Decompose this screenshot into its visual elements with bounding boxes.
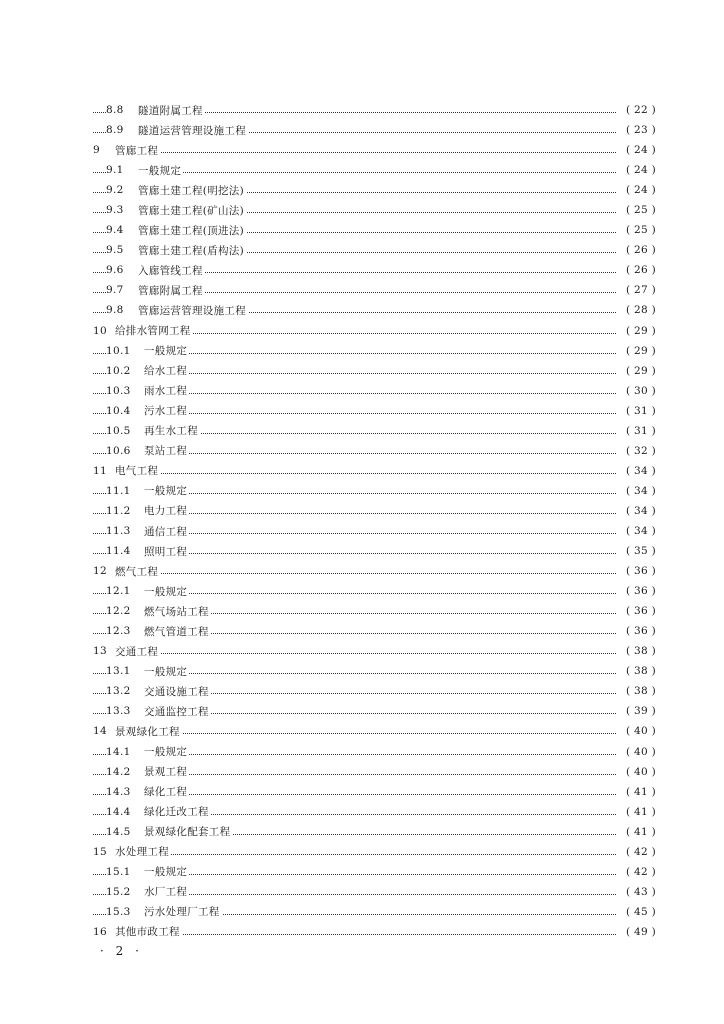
toc-section-entry[interactable]	[0, 862, 724, 882]
toc-section-entry[interactable]	[0, 521, 724, 541]
toc-entry-label	[106, 624, 211, 639]
toc-entry-title: 入廊管线工程	[138, 264, 203, 277]
toc-section-entry[interactable]	[0, 300, 724, 320]
toc-entry-title: 一般规定	[144, 665, 188, 678]
toc-entry-page: ( 24 )	[616, 184, 656, 196]
toc-entry-label	[106, 764, 189, 779]
toc-entry-title: 一般规定	[144, 345, 188, 358]
toc-entry-title: 景观绿化工程	[115, 725, 180, 738]
page-number: · 2 ·	[100, 944, 143, 958]
toc-entry-title: 交通监控工程	[144, 705, 209, 718]
toc-entry-page: ( 25 )	[616, 204, 656, 216]
toc-entry-label	[106, 524, 189, 539]
toc-entry-page: ( 34 )	[616, 505, 656, 517]
toc-entry-label	[106, 584, 189, 599]
toc-entry-page: ( 39 )	[616, 705, 656, 717]
toc-section-entry[interactable]	[0, 681, 724, 701]
toc-entry-number: 14.4	[106, 805, 131, 818]
toc-entry-label	[106, 263, 205, 278]
toc-entry-number: 15.2	[106, 885, 131, 898]
toc-entry-number: 12.1	[106, 585, 131, 598]
toc-entry-title: 水厂工程	[144, 886, 188, 899]
toc-entry-title: 燃气管道工程	[144, 625, 209, 638]
toc-entry-label	[106, 704, 211, 719]
toc-chapter-entry[interactable]	[0, 321, 724, 341]
toc-entry-page: ( 45 )	[616, 906, 656, 918]
toc-entry-page: ( 36 )	[616, 565, 656, 577]
toc-entry-page: ( 49 )	[616, 926, 656, 938]
toc-entry-label	[106, 243, 246, 258]
toc-entry-page: ( 41 )	[616, 806, 656, 818]
toc-entry-page: ( 31 )	[616, 405, 656, 417]
toc-entry-number: 9.4	[106, 224, 124, 237]
toc-entry-page: ( 26 )	[616, 264, 656, 276]
toc-section-entry[interactable]	[0, 802, 724, 822]
toc-entry-title: 管廊土建工程(明挖法)	[138, 184, 244, 197]
toc-entry-number: 14	[93, 725, 107, 738]
toc-entry-label	[106, 123, 248, 138]
toc-entry-label	[106, 423, 200, 438]
toc-section-entry[interactable]	[0, 541, 724, 561]
toc-entry-title: 隧道附属工程	[138, 104, 203, 117]
dot-leader	[93, 152, 650, 153]
toc-entry-label	[106, 744, 189, 759]
toc-entry-title: 雨水工程	[144, 385, 188, 398]
toc-entry-number: 15.3	[106, 905, 131, 918]
toc-section-entry[interactable]	[0, 260, 724, 280]
toc-entry-label	[106, 223, 246, 238]
toc-entry-page: ( 36 )	[616, 605, 656, 617]
toc-entry-number: 10.4	[106, 404, 131, 417]
toc-entry-page: ( 22 )	[616, 104, 656, 116]
toc-entry-title: 管廊土建工程(盾构法)	[138, 244, 244, 257]
toc-entry-page: ( 24 )	[616, 144, 656, 156]
toc-entry-page: ( 29 )	[616, 345, 656, 357]
toc-entry-title: 通信工程	[144, 525, 188, 538]
toc-entry-title: 燃气场站工程	[144, 605, 209, 618]
toc-entry-title: 一般规定	[144, 585, 188, 598]
toc-section-entry[interactable]	[0, 581, 724, 601]
toc-entry-page: ( 38 )	[616, 685, 656, 697]
toc-entry-page: ( 40 )	[616, 766, 656, 778]
toc-entry-label	[93, 924, 182, 939]
toc-entry-title: 隧道运营管理设施工程	[138, 124, 246, 137]
toc-entry-label	[106, 904, 222, 919]
toc-section-entry[interactable]	[0, 100, 724, 120]
toc-entry-number: 8.8	[106, 104, 124, 117]
toc-entry-number: 13.3	[106, 705, 131, 718]
toc-entry-title: 其他市政工程	[115, 926, 180, 939]
toc-entry-page: ( 40 )	[616, 746, 656, 758]
toc-entry-number: 15.1	[106, 865, 131, 878]
toc-entry-number: 9.7	[106, 284, 124, 297]
toc-entry-page: ( 40 )	[616, 725, 656, 737]
toc-section-entry[interactable]	[0, 501, 724, 521]
toc-section-entry[interactable]	[0, 421, 724, 441]
toc-entry-title: 绿化工程	[144, 786, 188, 799]
toc-entry-title: 污水处理厂工程	[144, 906, 220, 919]
toc-entry-page: ( 29 )	[616, 325, 656, 337]
toc-entry-label	[106, 403, 189, 418]
toc-entry-page: ( 28 )	[616, 304, 656, 316]
toc-entry-number: 12	[93, 565, 107, 578]
toc-entry-label	[106, 544, 189, 559]
toc-entry-label	[106, 804, 211, 819]
toc-entry-label	[93, 323, 193, 338]
toc-entry-number: 9.2	[106, 184, 124, 197]
toc-entry-title: 管廊附属工程	[138, 284, 203, 297]
toc-entry-label	[106, 303, 248, 318]
toc-entry-page: ( 25 )	[616, 224, 656, 236]
toc-entry-number: 15	[93, 845, 107, 858]
toc-chapter-entry[interactable]	[0, 922, 724, 942]
toc-chapter-entry[interactable]	[0, 641, 724, 661]
toc-section-entry[interactable]	[0, 661, 724, 681]
toc-entry-number: 10.5	[106, 424, 131, 437]
toc-section-entry[interactable]	[0, 601, 724, 621]
toc-entry-number: 11.1	[106, 484, 131, 497]
toc-entry-number: 13.1	[106, 665, 131, 678]
toc-entry-number: 12.3	[106, 625, 131, 638]
toc-entry-label	[93, 463, 160, 478]
toc-section-entry[interactable]	[0, 200, 724, 220]
toc-entry-label	[106, 343, 189, 358]
toc-section-entry[interactable]	[0, 240, 724, 260]
toc-entry-title: 污水工程	[144, 405, 188, 418]
toc-section-entry[interactable]	[0, 822, 724, 842]
dot-leader	[93, 854, 650, 855]
toc-section-entry[interactable]	[0, 160, 724, 180]
toc-entry-label	[106, 664, 189, 679]
toc-entry-number: 11.3	[106, 525, 131, 537]
toc-entry-page: ( 34 )	[616, 485, 656, 497]
toc-entry-page: ( 35 )	[616, 545, 656, 557]
toc-chapter-entry[interactable]	[0, 140, 724, 160]
toc-entry-label	[106, 283, 205, 298]
toc-entry-number: 13.2	[106, 685, 131, 698]
toc-entry-title: 一般规定	[138, 164, 182, 177]
toc-entry-title: 再生水工程	[144, 425, 198, 438]
toc-entry-label	[106, 183, 246, 198]
toc-entry-number: 10.6	[106, 444, 131, 457]
toc-entry-number: 10.1	[106, 344, 131, 357]
toc-entry-title: 管廊土建工程(矿山法)	[138, 204, 244, 217]
toc-section-entry[interactable]	[0, 361, 724, 381]
toc-entry-page: ( 29 )	[616, 365, 656, 377]
toc-entry-label	[106, 163, 183, 178]
toc-chapter-entry[interactable]	[0, 561, 724, 581]
toc-entry-page: ( 23 )	[616, 124, 656, 136]
dot-leader	[93, 473, 650, 474]
toc-entry-number: 9.8	[106, 304, 124, 317]
toc-entry-page: ( 26 )	[616, 244, 656, 256]
toc-entry-number: 10	[93, 324, 107, 337]
toc-chapter-entry[interactable]	[0, 842, 724, 862]
toc-entry-title: 管廊工程	[115, 144, 159, 157]
toc-entry-label	[106, 363, 189, 378]
toc-entry-title: 给排水管网工程	[115, 325, 191, 338]
toc-entry-page: ( 43 )	[616, 886, 656, 898]
toc-entry-number: 11.2	[106, 504, 131, 517]
toc-entry-title: 一般规定	[144, 746, 188, 759]
toc-entry-title: 照明工程	[144, 545, 188, 558]
toc-section-entry[interactable]	[0, 762, 724, 782]
toc-section-entry[interactable]	[0, 621, 724, 641]
toc-section-entry[interactable]	[0, 701, 724, 721]
toc-entry-label	[106, 503, 189, 518]
toc-section-entry[interactable]	[0, 280, 724, 300]
toc-entry-title: 交通工程	[115, 645, 159, 658]
toc-entry-page: ( 42 )	[616, 866, 656, 878]
toc-entry-number: 12.2	[106, 605, 131, 618]
toc-entry-title: 电气工程	[115, 465, 159, 478]
toc-entry-title: 一般规定	[144, 485, 188, 498]
toc-entry-label	[93, 724, 182, 739]
toc-entry-number: 10.3	[106, 384, 131, 397]
toc-entry-page: ( 31 )	[616, 425, 656, 437]
toc-entry-title: 电力工程	[144, 505, 188, 518]
toc-chapter-entry[interactable]	[0, 461, 724, 481]
toc-entry-label	[106, 103, 205, 118]
toc-section-entry[interactable]	[0, 381, 724, 401]
toc-entry-title: 一般规定	[144, 866, 188, 879]
toc-entry-title: 燃气工程	[115, 565, 159, 578]
toc-section-entry[interactable]	[0, 882, 724, 902]
toc-entry-label	[106, 443, 189, 458]
dot-leader	[93, 653, 650, 654]
toc-entry-page: ( 38 )	[616, 665, 656, 677]
toc-entry-number: 9.1	[106, 164, 124, 177]
toc-entry-label	[106, 864, 189, 879]
toc-entry-title: 景观工程	[144, 766, 188, 779]
toc-entry-label	[106, 784, 189, 799]
toc-entry-number: 11	[93, 464, 107, 477]
toc-entry-number: 9.5	[106, 244, 124, 257]
toc-entry-page: ( 41 )	[616, 786, 656, 798]
dot-leader	[93, 573, 650, 574]
toc-entry-title: 绿化迁改工程	[144, 806, 209, 819]
toc-entry-number: 14.3	[106, 785, 131, 798]
toc-entry-label	[93, 143, 160, 158]
toc-entry-title: 管廊土建工程(顶进法)	[138, 224, 244, 237]
toc-entry-title: 水处理工程	[115, 846, 169, 859]
toc-entry-number: 14.2	[106, 765, 131, 778]
toc-section-entry[interactable]	[0, 782, 724, 802]
toc-entry-label	[106, 884, 189, 899]
toc-entry-title: 景观绿化配套工程	[144, 826, 231, 839]
table-of-contents	[0, 100, 724, 942]
toc-entry-page: ( 36 )	[616, 585, 656, 597]
toc-section-entry[interactable]	[0, 341, 724, 361]
toc-entry-number: 11.4	[106, 545, 131, 558]
toc-section-entry[interactable]	[0, 220, 724, 240]
toc-entry-page: ( 36 )	[616, 625, 656, 637]
toc-entry-label	[106, 203, 246, 218]
toc-entry-label	[106, 383, 189, 398]
toc-entry-number: 9.3	[106, 204, 124, 217]
toc-entry-title: 泵站工程	[144, 445, 188, 458]
toc-entry-page: ( 41 )	[616, 826, 656, 838]
toc-entry-label	[106, 824, 232, 839]
toc-section-entry[interactable]	[0, 120, 724, 140]
toc-entry-page: ( 38 )	[616, 645, 656, 657]
toc-entry-label	[93, 644, 160, 659]
toc-entry-label	[93, 564, 160, 579]
toc-entry-number: 8.9	[106, 124, 124, 137]
toc-entry-page: ( 27 )	[616, 284, 656, 296]
toc-section-entry[interactable]	[0, 441, 724, 461]
toc-entry-label	[93, 844, 171, 859]
toc-entry-title: 管廊运营管理设施工程	[138, 304, 246, 317]
toc-entry-page: ( 34 )	[616, 465, 656, 477]
toc-entry-label	[106, 604, 211, 619]
toc-entry-number: 14.5	[106, 825, 131, 838]
toc-entry-label	[106, 684, 211, 699]
toc-entry-label	[106, 483, 189, 498]
toc-entry-number: 16	[93, 925, 107, 938]
toc-chapter-entry[interactable]	[0, 721, 724, 741]
toc-section-entry[interactable]	[0, 742, 724, 762]
toc-entry-number: 9.6	[106, 264, 124, 277]
toc-entry-number: 9	[93, 144, 100, 157]
toc-section-entry[interactable]	[0, 902, 724, 922]
toc-entry-title: 交通设施工程	[144, 685, 209, 698]
toc-entry-number: 13	[93, 645, 107, 658]
toc-entry-title: 给水工程	[144, 365, 188, 378]
toc-entry-number: 10.2	[106, 364, 131, 377]
toc-section-entry[interactable]	[0, 180, 724, 200]
toc-entry-page: ( 30 )	[616, 385, 656, 397]
toc-entry-number: 14.1	[106, 745, 131, 758]
toc-entry-page: ( 42 )	[616, 846, 656, 858]
toc-entry-page: ( 34 )	[616, 525, 656, 537]
toc-section-entry[interactable]	[0, 481, 724, 501]
toc-entry-page: ( 24 )	[616, 164, 656, 176]
toc-entry-page: ( 32 )	[616, 445, 656, 457]
toc-section-entry[interactable]	[0, 401, 724, 421]
